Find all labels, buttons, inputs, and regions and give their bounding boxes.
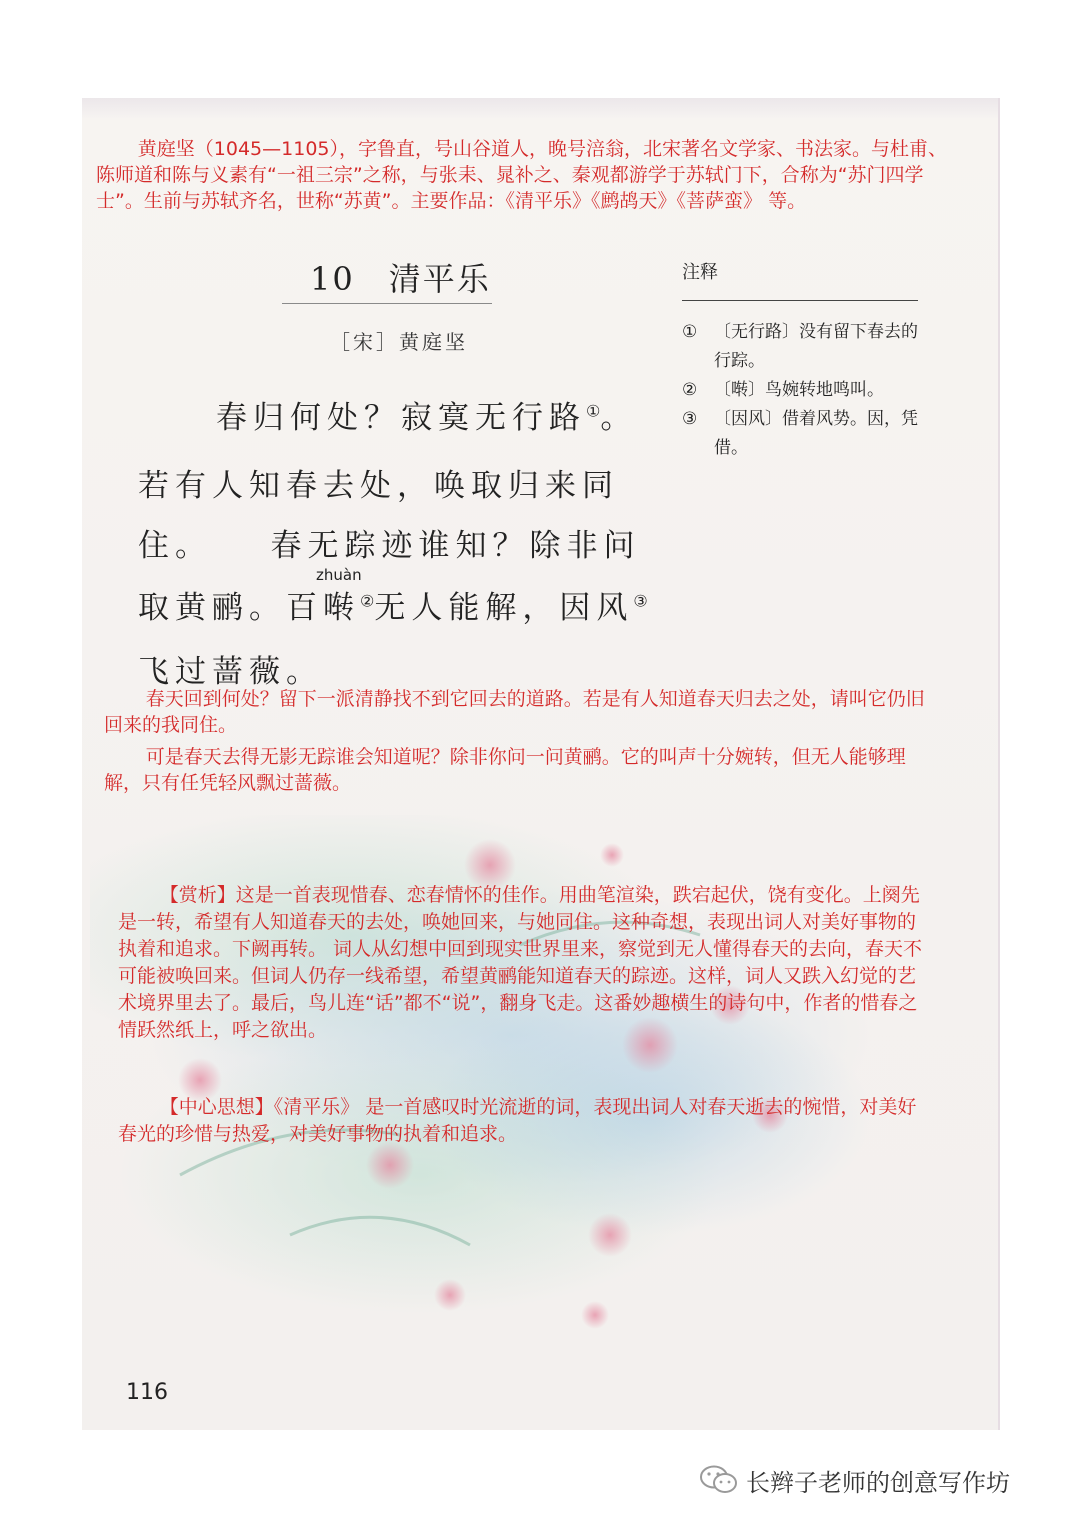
page-number: 116 bbox=[126, 1380, 168, 1405]
poem-text: 无人能解，因风 bbox=[374, 590, 634, 626]
note-number: ① bbox=[682, 322, 698, 342]
page-edge-top bbox=[82, 98, 998, 118]
note-item bbox=[682, 376, 926, 405]
note-marker: ③ bbox=[633, 591, 648, 611]
title-divider bbox=[282, 303, 492, 304]
poem-line bbox=[138, 582, 648, 627]
translation-paragraph: 春天回到何处？留下一派清静找不到它回去的道路。若是有人知道春天归去之处，请叫它仍旧回来的我同住。 bbox=[104, 688, 925, 736]
notes-divider bbox=[682, 300, 918, 301]
appreciation-text: 【赏析】这是一首表现惜春、恋春情怀的佳作。用曲笔渲染，跌宕起伏，饶有变化。上阕先是一转，希望有人知道春天的去处，唤她回来，与她同住。这种奇想，表现出词人对美好事物的执着和追求。下阙再转。 词人从幻想中回到现实世界里来，察觉到无人懂得春天的去向，春天不可能被唤回来。但词人仍存一线希望，希望黄鹂能知道春天的踪迹。这样，词人又跌入幻觉的艺术境界里去了。最后，鸟儿连“话”都不“说”，翻身飞走。这番妙趣横生的诗句中，作者的惜春之情跃然纸上，呼之欲出。 bbox=[118, 884, 923, 1041]
poem-text: 取黄鹂。百啭 bbox=[138, 590, 360, 626]
note-text: 〔啭〕鸟婉转地鸣叫。 bbox=[714, 380, 884, 400]
lesson-title: 10 清平乐 bbox=[310, 260, 491, 298]
translation-paragraph: 可是春天去得无影无踪谁会知道呢？除非你问一问黄鹂。它的叫声十分婉转，但无人能够理解，只有任凭轻风飘过蔷薇。 bbox=[104, 746, 906, 794]
pinyin-annotation: zhuàn bbox=[316, 566, 362, 584]
note-text: 〔因风〕借着风势。因，凭借。 bbox=[714, 409, 918, 458]
central-idea-section bbox=[118, 1094, 928, 1148]
note-marker: ② bbox=[360, 591, 375, 611]
poem-line: 住。 春无踪迹谁知？除非问 bbox=[138, 528, 641, 564]
notes-heading: 注释 bbox=[682, 262, 718, 283]
biography-text: 黄庭坚（1045—1105），字鲁直，号山谷道人，晚号涪翁，北宋著名文学家、书法家。与杜甫、陈师道和陈与义素有“一祖三宗”之称，与张耒、晁补之、秦观都游学于苏轼门下，合称为“苏门四学士”。生前与苏轼齐名，世称“苏黄”。主要作品：《清平乐》《鹧鸪天》《菩萨蛮》 等。 bbox=[96, 138, 948, 212]
poem-author: ［宋］黄庭坚 bbox=[330, 330, 468, 354]
central-idea-text: 【中心思想】《清平乐》 是一首感叹时光流逝的词，表现出词人对春天逝去的惋惜，对美好春光的珍惜与热爱，对美好事物的执着和追求。 bbox=[118, 1096, 917, 1145]
note-number: ③ bbox=[682, 409, 698, 429]
wechat-icon bbox=[698, 1463, 740, 1497]
poem-text: 春归何处？寂寞无行路 bbox=[216, 400, 586, 436]
note-number: ② bbox=[682, 380, 698, 400]
note-item bbox=[682, 318, 926, 376]
poem-translation bbox=[104, 686, 934, 802]
appreciation-section bbox=[118, 882, 928, 1044]
poem-line: 飞过蔷薇。 bbox=[138, 654, 323, 690]
poem-text: 。 bbox=[600, 400, 638, 436]
poem-line: 若有人知春去处，唤取归来同 bbox=[138, 468, 619, 504]
note-marker: ① bbox=[586, 401, 601, 421]
note-item bbox=[682, 405, 926, 463]
account-watermark bbox=[698, 1458, 1010, 1502]
note-text: 〔无行路〕没有留下春去的行踪。 bbox=[714, 322, 918, 371]
poem-line bbox=[216, 392, 637, 437]
author-biography bbox=[96, 136, 956, 214]
watermark-text: 长辫子老师的创意写作坊 bbox=[746, 1468, 1010, 1497]
notes-list bbox=[682, 318, 926, 463]
